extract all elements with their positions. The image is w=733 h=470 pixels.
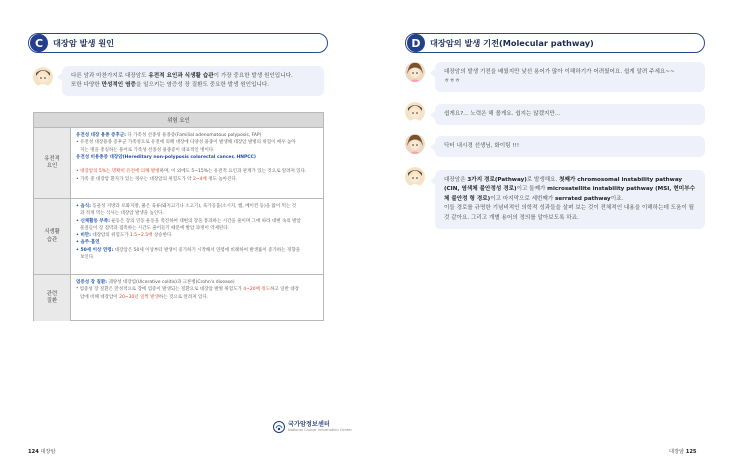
patient-speech-bubble-1 (435, 62, 705, 92)
doctor-speech-bubble-2 (435, 170, 705, 229)
table-line (76, 218, 318, 225)
table-line-text: 운동은 장의 연동 운동을 촉진하여 대변의 장을 통과하는 시간을 줄이며 그에 따라 대변 속의 발암 (109, 218, 301, 224)
bubble-text: 또한 다양한 (71, 82, 102, 89)
table-line (76, 147, 318, 154)
table-line (76, 210, 318, 217)
table-row-content (71, 128, 323, 198)
bubble-text: 로 발생해요. (526, 177, 560, 183)
table-line (76, 203, 318, 210)
page-number-left: 124 대장암 (28, 449, 56, 455)
table-line (76, 232, 318, 239)
bubble-text: 닥터 내시경 선생님, 화이팅 !!! (444, 143, 520, 149)
table-line-text: 1.5~2.5배 (130, 233, 153, 239)
table-line (76, 294, 318, 301)
ncc-logo-icon (273, 421, 285, 433)
table-row (34, 128, 323, 199)
right-page (367, 0, 733, 470)
bubble-text: 이고 마지막으로 세번째가 (490, 195, 556, 202)
bubble-emphasis: microsatellite instability pathway (MSI, 현미부수체 불안정 형 경로) (444, 186, 695, 202)
table-line-text: 물질들이 장 점막과 접촉하는 시간도 줄어들기 때문에 발암 과정이 억제된다. (80, 225, 230, 231)
table-line-text: * 염증성 장 질환은 만성적으로 장에 염증이 발생되는 질환으로 대장암 발병 위험도가 (76, 287, 244, 293)
bubble-text: 대장암의 발생 기전을 배웠지만 낯선 용어가 많아 이해하기가 어려웠어요. 쉽게 알려 주세요~~ (444, 69, 675, 75)
table-line (76, 161, 318, 168)
table-line-text: 2~4배 (192, 176, 207, 182)
table-line (76, 154, 318, 161)
table-line (76, 239, 318, 246)
patient-avatar-icon (405, 62, 425, 82)
table-line-text: 동물성 지방과 포화지방, 붉은 육류(돼지고기나 소고기), 육가공품(소시지, 햄, 베이컨 등)을 많이 먹는 것 (90, 204, 297, 209)
section-title: 대장암의 발생 기전(Molecular pathway) (430, 37, 594, 48)
table-row-category: 식생활 습관 (34, 199, 71, 274)
bubble-emphasis: 만성적인 염증 (101, 82, 136, 89)
doctor-avatar-icon (405, 167, 425, 187)
bubble-emphasis: 3가지 경로(Pathway) (467, 177, 527, 183)
section-letter: D (407, 34, 425, 52)
table-row-category: 유전적 요인 (34, 128, 71, 198)
doctor-speech-bubble-1 (435, 104, 705, 125)
table-line-text: 암에 비해 대장암이 (80, 294, 120, 300)
bubble-text: 을 일으키는 염증성 장 질환도 중요한 발생 원인입니다. (135, 82, 270, 89)
table-row (34, 199, 323, 275)
table-line-text: • 비만: (76, 233, 91, 239)
section-title: 대장암 발생 원인 (53, 37, 115, 48)
table-line-text: 유전성 대장 용종 증후군: (76, 133, 126, 138)
bubble-text: 다른 암과 마찬가지로 대장암도 (71, 73, 149, 79)
table-line-text: 대장암은 50세 이상부터 발생이 증가하기 시작해서 연령에 비례하여 발생률이 증가하는 경향을 (113, 247, 301, 253)
bubble-emphasis: 유전적 요인과 식생활 습관 (148, 73, 214, 79)
section-header-c (28, 33, 328, 53)
bubble-text: 이들 경로를 규명한 기념비적인 의학적 성과들을 살펴 보는 것이 전체적인 내용을 이해하는데 도움이 될 것 같아요. 그리고 개별 용어의 정의를 알아보도록 하죠. (444, 205, 695, 221)
table-line (76, 279, 318, 286)
table-line (76, 254, 318, 261)
ncc-logo (273, 421, 352, 433)
table-row-category: 관련 질환 (34, 275, 71, 321)
patient-speech-bubble-2 (435, 136, 705, 157)
bubble-emphasis: serrated pathway (555, 195, 611, 202)
table-line-text: 지는 병을 총칭하는 용어로 가족성 선종성 용종증이 대표적인 병이다. (80, 147, 215, 153)
table-line-text: • 신체활동 부족: (76, 218, 110, 224)
bubble-text: 쉽게요?... 노력은 해 볼게요. 쉽지는 않겠지만... (444, 111, 561, 117)
table-line-text: 20~30년 일찍 발생 (119, 294, 159, 300)
doctor-avatar-icon (33, 67, 53, 87)
table-line-text: • 50세 이상 연령: (76, 247, 114, 253)
section-header-d (405, 33, 705, 53)
table-line-text: • 대장암의 5%는 명확히 유전에 의해 발병 (76, 169, 160, 175)
table-line (76, 132, 318, 139)
table-line-text: 과 적게 먹는 식사는 대장암 발생을 높인다. (80, 211, 164, 217)
table-line (76, 139, 318, 146)
intro-speech-bubble (62, 66, 324, 96)
table-line (76, 286, 318, 293)
risk-factor-table (33, 112, 324, 321)
logo-subtitle: National Cancer Information Center (288, 428, 352, 432)
table-line-text: 궤양성 대장염(Ulcerative colitis)과 크론병(Crohn's disease) (107, 280, 235, 285)
bubble-emphasis: 첫째가 chromosomal instability pathway (CIN, 염색체 불안정성 경로) (444, 177, 683, 193)
table-row (34, 275, 323, 321)
table-line-text: 하고 일반 대장 (270, 287, 300, 293)
bubble-text: 대장암은 (444, 177, 468, 183)
patient-avatar-icon (405, 134, 425, 154)
table-line-text: 하는 것으로 알려져 있다. (158, 294, 209, 300)
section-letter: C (30, 34, 48, 52)
table-header: 위험 요인 (34, 113, 323, 128)
table-line-text: 다 가족성 선종성 용종증(Familial adenomatous polyposis, FAP) (125, 133, 262, 138)
table-line (76, 176, 318, 183)
table-row-content (71, 199, 323, 274)
table-line-text: • 가족 중 대장암 환자가 있는 경우는 대장암의 위험도가 약 (76, 176, 193, 182)
logo-name: 국가암정보센터 (288, 421, 330, 428)
doctor-avatar-icon (405, 102, 425, 122)
table-line-text: • 음주·흡연 (76, 240, 100, 246)
bubble-text: 이고 둘째가 (516, 186, 548, 193)
table-line-text: • 음식: (76, 204, 91, 209)
table-line-text: 보인다. (80, 255, 95, 261)
bubble-text: ㅎㅎㅎ (444, 78, 461, 85)
table-line-text: 4~20배 정도 (243, 287, 271, 293)
table-line (76, 247, 318, 254)
table-line-text: 유전성 비용종증 대장암(Hereditary non-polyposis colorectal cancer, HNPCC) (76, 154, 256, 160)
table-line-text: • 유전성 대장용종 증후군 가족성으로 유전에 의해 대장에 다양성 용종이 발생해 대장암 발병의 위험이 매우 높아 (76, 140, 296, 146)
left-page (0, 0, 366, 470)
table-line (76, 225, 318, 232)
table-row-content (71, 275, 323, 321)
table-line-text: 정도 높아진다. (206, 176, 238, 182)
bubble-text: 이죠. (610, 195, 624, 202)
table-line-text: 하며, 이 외에도 5~15%는 유전적 요인과 관계가 있는 것으로 알려져 있다. (159, 169, 307, 175)
table-line (76, 168, 318, 175)
table-line-text: 상승한다. (152, 233, 173, 239)
bubble-text: 이 가장 중요한 발생 원인입니다. (213, 73, 293, 79)
table-line-text: 염증성 장 질환: (76, 280, 108, 285)
table-line-text: 대장암의 위험도가 (90, 233, 131, 239)
page-number-right: 대장암 125 (669, 449, 697, 455)
